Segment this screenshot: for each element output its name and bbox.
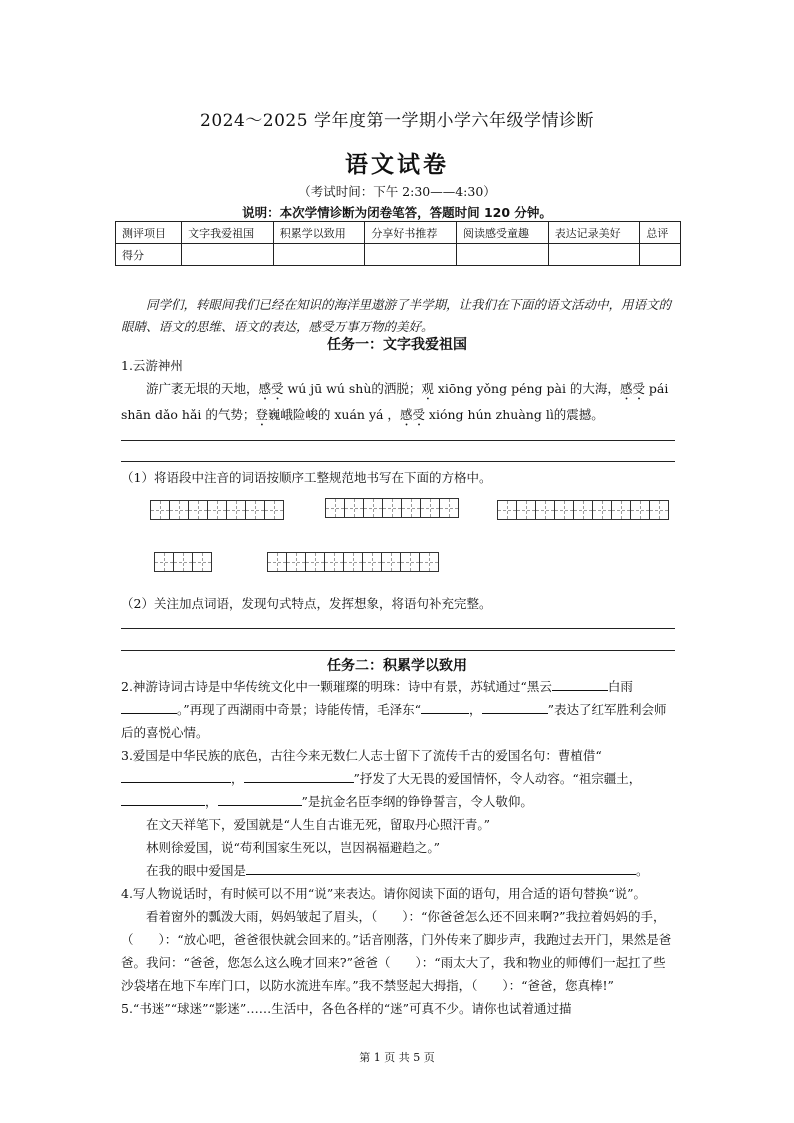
dotted-word: 感受 xyxy=(399,407,425,422)
score-header-cell: 积累学以致用 xyxy=(273,222,365,244)
grid-cell[interactable] xyxy=(324,552,344,572)
fill-blank[interactable] xyxy=(552,676,608,691)
fill-blank[interactable] xyxy=(244,768,354,783)
grid-cell[interactable] xyxy=(362,552,382,572)
score-cell[interactable] xyxy=(182,244,274,266)
grid-cell[interactable] xyxy=(497,500,517,520)
grid-cell[interactable] xyxy=(516,500,536,520)
fill-blank[interactable] xyxy=(482,699,548,714)
grid-cell[interactable] xyxy=(226,500,246,520)
question-text: ， xyxy=(231,771,244,786)
dotted-word: 登 xyxy=(255,407,268,422)
question-text: ， xyxy=(469,702,482,717)
answer-line[interactable] xyxy=(121,461,675,462)
grid-cell[interactable] xyxy=(305,552,325,572)
question-3-text xyxy=(121,744,677,813)
score-cell[interactable] xyxy=(640,244,681,266)
question-text: 。 xyxy=(636,863,649,878)
grid-cell[interactable] xyxy=(554,500,574,520)
question-5-text: 5.“书迷”“球迷”“影迷”……生活中，各色各样的“迷”可真不少。请你也试着通过描 xyxy=(121,1001,572,1016)
writing-grid-1[interactable] xyxy=(150,500,284,520)
score-header-cell: 阅读感受童趣 xyxy=(457,222,549,244)
sub-question-2: （2）关注加点词语，发现句式特点，发挥想象，将语句补充完整。 xyxy=(121,596,492,611)
sub-question-1: （1）将语段中注音的词语按顺序工整规范地书写在下面的方格中。 xyxy=(121,470,492,485)
answer-line[interactable] xyxy=(121,628,675,629)
score-table xyxy=(115,221,681,266)
exam-subject: 语文试卷 xyxy=(345,151,449,178)
question-text: ”抒发了大无畏的爱国情怀，令人动容。“祖宗疆土， xyxy=(353,771,642,786)
grid-cell[interactable] xyxy=(420,498,440,518)
task1-heading: 任务一：文字我爱祖国 xyxy=(327,337,467,353)
question-4-text: 4.写人物说话时，有时候可以不用“说”来表达。请你阅读下面的语句，用合适的语句替换“说”。 xyxy=(121,886,646,901)
grid-cell[interactable] xyxy=(245,500,265,520)
dotted-word: 观 xyxy=(421,381,434,396)
question-text: 在我的眼中爱国是 xyxy=(146,863,247,878)
score-cell[interactable] xyxy=(273,244,365,266)
writing-grid-2[interactable] xyxy=(325,498,459,518)
score-table-row xyxy=(116,244,681,266)
grid-cell[interactable] xyxy=(592,500,612,520)
passage-text: 巍峨险峻的 xuán yá ， xyxy=(267,407,400,422)
fill-blank[interactable] xyxy=(121,768,231,783)
page-footer: 第 1 页 共 5 页 xyxy=(359,1051,435,1064)
writing-grid-3[interactable] xyxy=(497,500,669,520)
question-1-title: 1.云游神州 xyxy=(121,358,183,373)
grid-cell[interactable] xyxy=(325,498,345,518)
grid-cell[interactable] xyxy=(169,500,189,520)
grid-cell[interactable] xyxy=(173,552,193,572)
grid-cell[interactable] xyxy=(192,552,212,572)
question-4-passage: 看着窗外的瓢泼大雨，妈妈皱起了眉头，（ ）：“你爸爸怎么还不回来啊?”我拉着妈妈的手，（ ）：“放心吧，爸爸很快就会回来的。”话音刚落，门外传来了脚步声，我跑过去开门，果然是爸爸。我问：“爸爸，您怎么这么晚才回来?”爸爸（ ）：“雨太大了，我和物业的师傅们一起扛了些沙袋堵在地下车库门口，以防水流进车库。”我不禁竖起大拇指，（ ）：“爸爸，您真棒!” xyxy=(121,909,672,993)
grid-cell[interactable] xyxy=(267,552,287,572)
intro-paragraph: 同学们，转眼间我们已经在知识的海洋里遨游了半学期，让我们在下面的语文活动中，用语文的眼睛、语文的思维、语文的表达，感受万事万物的美好。 xyxy=(121,297,672,334)
exam-title: 2024～2025 学年度第一学期小学六年级学情诊断 xyxy=(200,111,594,131)
question-1 xyxy=(121,354,677,429)
grid-cell[interactable] xyxy=(419,552,439,572)
grid-cell[interactable] xyxy=(207,500,227,520)
fill-blank[interactable] xyxy=(121,791,205,806)
question-text: ， xyxy=(205,794,218,809)
fill-blank[interactable] xyxy=(218,791,302,806)
score-header-cell: 总评 xyxy=(640,222,681,244)
grid-cell[interactable] xyxy=(439,498,459,518)
passage-text: wú jū wú shù的洒脱； xyxy=(283,381,422,396)
fill-blank[interactable] xyxy=(421,699,469,714)
passage-text: pái shān dǎo hǎi 的气势； xyxy=(121,381,669,422)
question-3-line: 林则徐爱国，说“苟利国家生死以，岂因祸福避趋之。” xyxy=(146,840,441,855)
answer-line[interactable] xyxy=(121,440,675,441)
question-text: 3.爱国是中华民族的底色，古往今来无数仁人志士留下了流传千古的爱国名句：曹植借“ xyxy=(121,748,602,763)
grid-cell[interactable] xyxy=(611,500,631,520)
grid-cell[interactable] xyxy=(188,500,208,520)
grid-cell[interactable] xyxy=(400,552,420,572)
grid-cell[interactable] xyxy=(630,500,650,520)
score-cell[interactable] xyxy=(548,244,640,266)
grid-cell[interactable] xyxy=(343,552,363,572)
grid-cell[interactable] xyxy=(382,498,402,518)
task2-heading: 任务二：积累学以致用 xyxy=(327,658,467,674)
answer-line[interactable] xyxy=(121,650,675,651)
grid-cell[interactable] xyxy=(573,500,593,520)
grid-cell[interactable] xyxy=(381,552,401,572)
score-cell[interactable] xyxy=(365,244,457,266)
grid-cell[interactable] xyxy=(344,498,364,518)
passage-text: xiōng yǒng péng pài 的大海， xyxy=(433,381,620,396)
question-text: 白雨 xyxy=(607,679,633,694)
question-2-text xyxy=(121,675,677,744)
grid-cell[interactable] xyxy=(535,500,555,520)
score-table-header-row xyxy=(116,222,681,244)
grid-cell[interactable] xyxy=(401,498,421,518)
fill-blank[interactable] xyxy=(246,860,636,875)
dotted-word: 感受 xyxy=(619,381,645,396)
grid-cell[interactable] xyxy=(649,500,669,520)
question-text: ”是抗金名臣李纲的铮铮誓言，令人敬仰。 xyxy=(301,794,533,809)
question-text: ”表达了红军胜利会师后的喜悦心情。 xyxy=(121,702,667,740)
question-text: 。”再现了西湖雨中奇景；诗能传情，毛泽东“ xyxy=(177,702,422,717)
question-1-passage xyxy=(121,377,677,429)
grid-cell[interactable] xyxy=(264,500,284,520)
score-cell[interactable] xyxy=(457,244,549,266)
exam-note: 说明：本次学情诊断为闭卷笔答，答题时间 120 分钟。 xyxy=(242,205,552,220)
score-row-label: 得分 xyxy=(116,244,182,266)
score-header-cell: 表达记录美好 xyxy=(548,222,640,244)
grid-cell[interactable] xyxy=(154,552,174,572)
writing-grid-5[interactable] xyxy=(267,552,439,572)
grid-cell[interactable] xyxy=(150,500,170,520)
question-2 xyxy=(121,675,677,1020)
exam-time: （考试时间：下午 2:30——4:30） xyxy=(298,184,496,199)
score-header-cell: 分享好书推荐 xyxy=(365,222,457,244)
dotted-word: 感受 xyxy=(258,381,284,396)
passage-text: 游广袤无垠的天地， xyxy=(146,381,259,396)
fill-blank[interactable] xyxy=(121,699,177,714)
question-3-line: 在文天祥笔下，爱国就是“人生自古谁无死，留取丹心照汗青。” xyxy=(146,817,491,832)
score-header-cell: 文字我爱祖国 xyxy=(182,222,274,244)
grid-cell[interactable] xyxy=(363,498,383,518)
passage-text: xióng hún zhuàng lì的震撼。 xyxy=(424,407,604,422)
question-3-line xyxy=(121,859,677,882)
score-header-cell: 测评项目 xyxy=(116,222,182,244)
grid-cell[interactable] xyxy=(286,552,306,572)
question-text: 2.神游诗词古诗是中华传统文化中一颗璀璨的明珠：诗中有景，苏轼通过“黑云 xyxy=(121,679,552,694)
writing-grid-4[interactable] xyxy=(154,552,212,572)
